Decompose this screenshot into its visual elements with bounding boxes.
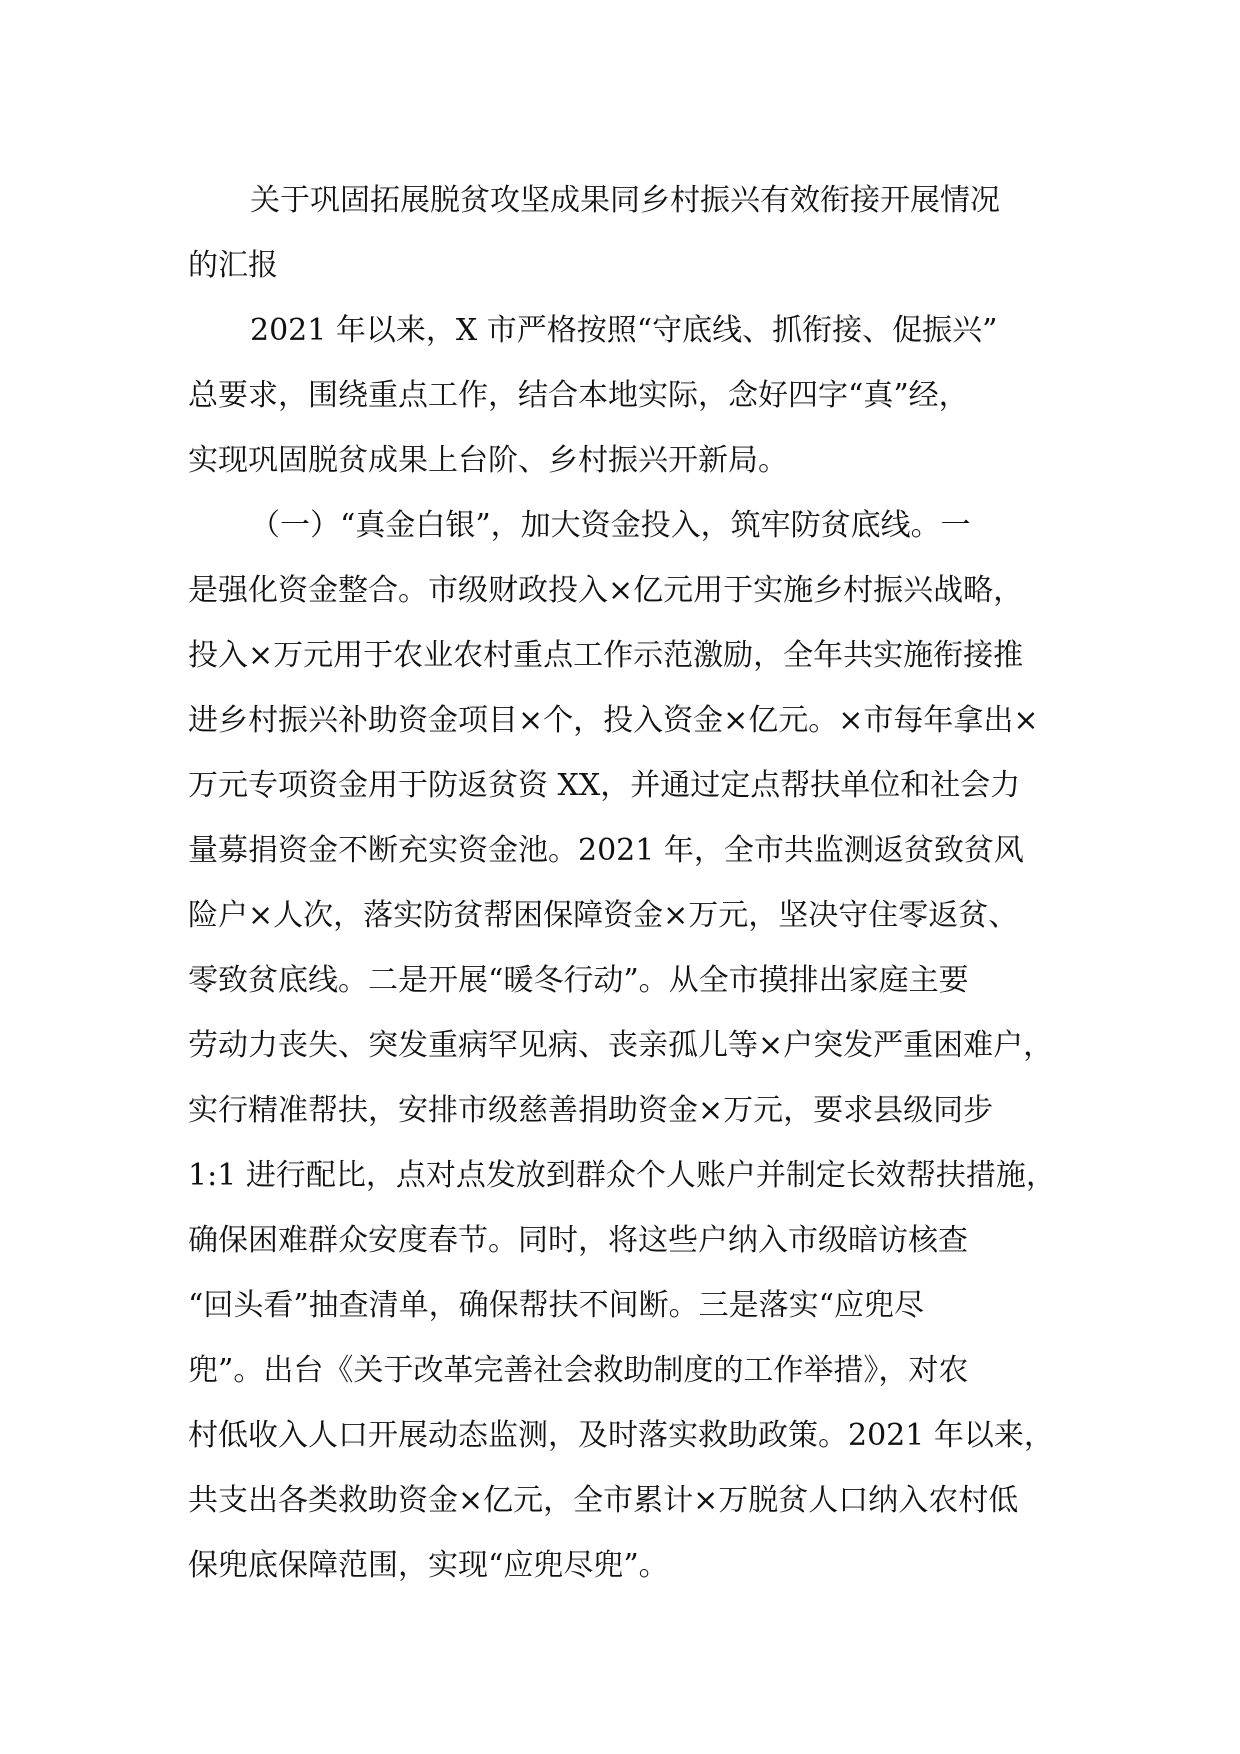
section-1-line: 实行精准帮扶，安排市级慈善捐助资金×万元，要求县级同步 [188, 1093, 994, 1128]
section-1-line: 零致贫底线。二是开展“暖冬行动”。从全市摸排出家庭主要 [188, 963, 969, 998]
section-1-line: “回头看”抽查清单，确保帮扶不间断。三是落实“应兜尽 [188, 1288, 925, 1323]
section-1-line: 兜”。出台《关于改革完善社会救助制度的工作举措》，对农 [188, 1353, 969, 1388]
section-1-line: 劳动力丧失、突发重病罕见病、丧亲孤儿等×户突发严重困难户， [188, 1028, 1054, 1063]
section-1-line: 险户×人次，落实防贫帮困保障资金×万元，坚决守住零返贫、 [188, 898, 1019, 933]
section-1-line: 进乡村振兴补助资金项目×个，投入资金×亿元。×市每年拿出× [188, 703, 1039, 738]
section-1-paragraph [188, 493, 1068, 1598]
document-title-line-2: 的汇报 [188, 248, 278, 283]
section-1-line: 投入×万元用于农业农村重点工作示范激励，全年共实施衔接推 [188, 638, 1024, 673]
document-title-line-1: 关于巩固拓展脱贫攻坚成果同乡村振兴有效衔接开展情况 [250, 183, 1000, 218]
section-1-line: 村低收入人口开展动态监测，及时落实救助政策。2021 年以来， [188, 1418, 1054, 1453]
intro-line: 实现巩固脱贫成果上台阶、乡村振兴开新局。 [188, 443, 788, 478]
section-1-line: （一）“真金白银”，加大资金投入，筑牢防贫底线。一 [250, 508, 971, 543]
section-1-line: 共支出各类救助资金×亿元，全市累计×万脱贫人口纳入农村低 [188, 1483, 1019, 1518]
intro-paragraph [188, 298, 1068, 493]
section-1-line: 万元专项资金用于防返贫资 XX，并通过定点帮扶单位和社会力 [188, 768, 1021, 803]
section-1-line: 1:1 进行配比，点对点发放到群众个人账户并制定长效帮扶措施， [188, 1158, 1056, 1193]
document-body [188, 168, 1068, 1598]
intro-line: 2021 年以来，X 市严格按照“守底线、抓衔接、促振兴” [250, 313, 998, 348]
section-1-line: 保兜底保障范围，实现“应兜尽兜”。 [188, 1548, 669, 1583]
intro-line: 总要求，围绕重点工作，结合本地实际，念好四字“真”经， [188, 378, 969, 413]
section-1-line: 是强化资金整合。市级财政投入×亿元用于实施乡村振兴战略， [188, 573, 1024, 608]
section-1-line: 量募捐资金不断充实资金池。2021 年，全市共监测返贫致贫风 [188, 833, 1024, 868]
section-1-line: 确保困难群众安度春节。同时，将这些户纳入市级暗访核查 [188, 1223, 968, 1258]
